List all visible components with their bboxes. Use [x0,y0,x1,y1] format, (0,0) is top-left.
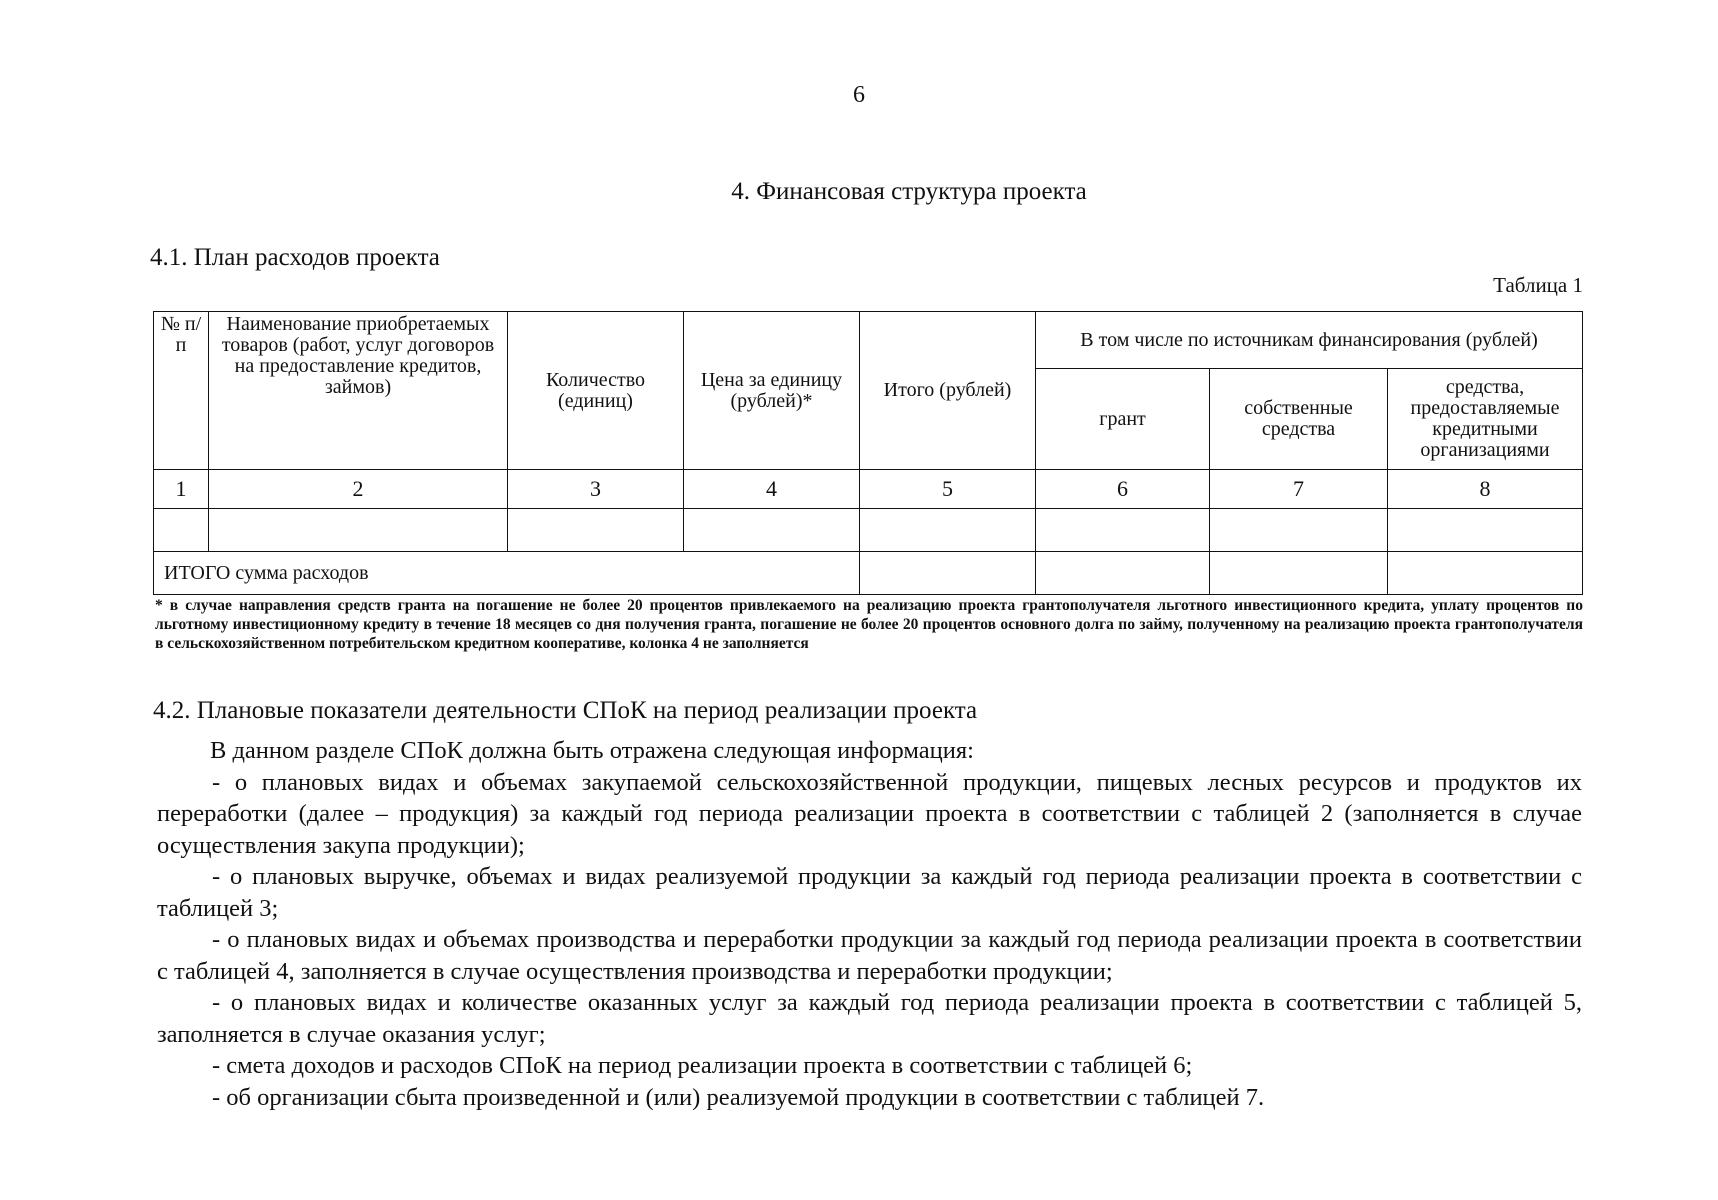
empty-cell [860,509,1036,552]
column-number: 3 [508,470,684,509]
section-title: 4. Финансовая структура проекта [731,178,1087,205]
paragraph: В данном разделе СПоК должна быть отражена следующая информация: [210,737,974,764]
paragraph: - о плановых видах и объемах закупаемой сельскохозяйственной продукции, пищевых лесных ресурсов и продуктов их переработки (далее – продукция) за каждый год периода реализации проекта в соответствии с таблицей 2 (заполняется в случае осуществления закупа продукции); [157,768,1582,859]
total-label: ИТОГО сумма расходов [154,552,860,595]
header-number: № п/п [154,312,209,470]
paragraph: - о плановых видах и объемах производства и переработки продукции за каждый год периода реализации проекта в соответствии с таблицей 4, заполняется в случае осуществления производства и переработки продукции; [157,926,1582,985]
empty-cell [1388,509,1583,552]
subsection-title-plan: 4.1. План расходов проекта [150,244,440,271]
empty-cell [508,509,684,552]
column-number: 5 [860,470,1036,509]
page-number: 6 [853,82,865,108]
header-unit-price: Цена за единицу (рублей)* [684,312,860,470]
column-number: 8 [1388,470,1583,509]
header-grant: грант [1036,369,1210,470]
table-row [154,509,1583,552]
column-number: 6 [1036,470,1210,509]
total-row [154,552,1583,595]
column-number: 2 [209,470,508,509]
subsection-title-indicators: 4.2. Плановые показатели деятельности СПоК на период реализации проекта [153,697,978,724]
header-credit-funds: средства, предоставляемые кредитными организациями [1388,369,1583,470]
header-total: Итого (рублей) [860,312,1036,470]
paragraph: - о плановых видах и количестве оказанных услуг за каждый год периода реализации проекта в соответствии с таблицей 5, заполняется в случае оказания услуг; [157,989,1582,1048]
table-footnote: * в случае направления средств гранта на погашение не более 20 процентов привлекаемого на реализацию проекта грантополучателя льготного инвестиционного кредита, уплату процентов по льготному инвестиционному кредиту в течение 18 месяцев со дня получения гранта, погашение не более 20 процентов основного долга по займу, полученному на реализацию проекта грантополучателя в сельскохозяйственном потребительском кредитном кооперативе, колонка 4 не заполняется [155,597,1583,652]
column-number: 4 [684,470,860,509]
empty-cell [860,552,1036,595]
empty-cell [209,509,508,552]
expense-plan-table [153,311,1583,595]
table-caption: Таблица 1 [1493,273,1583,297]
column-number: 1 [154,470,209,509]
paragraph: - об организации сбыта произведенной и (или) реализуемой продукции в соответствии с таблицей 7. [212,1083,1265,1111]
empty-cell [1210,509,1388,552]
empty-cell [1036,552,1210,595]
empty-cell [684,509,860,552]
empty-cell [1036,509,1210,552]
paragraph: - о плановых выручке, объемах и видах реализуемой продукции за каждый год периода реализации проекта в соответствии с таблицей 3; [157,863,1582,922]
empty-cell [1210,552,1388,595]
header-item-name: Наименование приобретаемых товаров (работ, услуг договоров на предоставление кредитов, займов) [209,312,508,470]
body-text [157,735,1582,1113]
empty-cell [154,509,209,552]
column-numbers-row [154,470,1583,509]
header-own-funds: собственные средства [1210,369,1388,470]
header-quantity: Количество (единиц) [508,312,684,470]
empty-cell [1388,552,1583,595]
column-number: 7 [1210,470,1388,509]
paragraph: - смета доходов и расходов СПоК на период реализации проекта в соответствии с таблицей 6; [212,1052,1193,1079]
header-funding-sources: В том числе по источникам финансирования (рублей) [1036,312,1583,369]
